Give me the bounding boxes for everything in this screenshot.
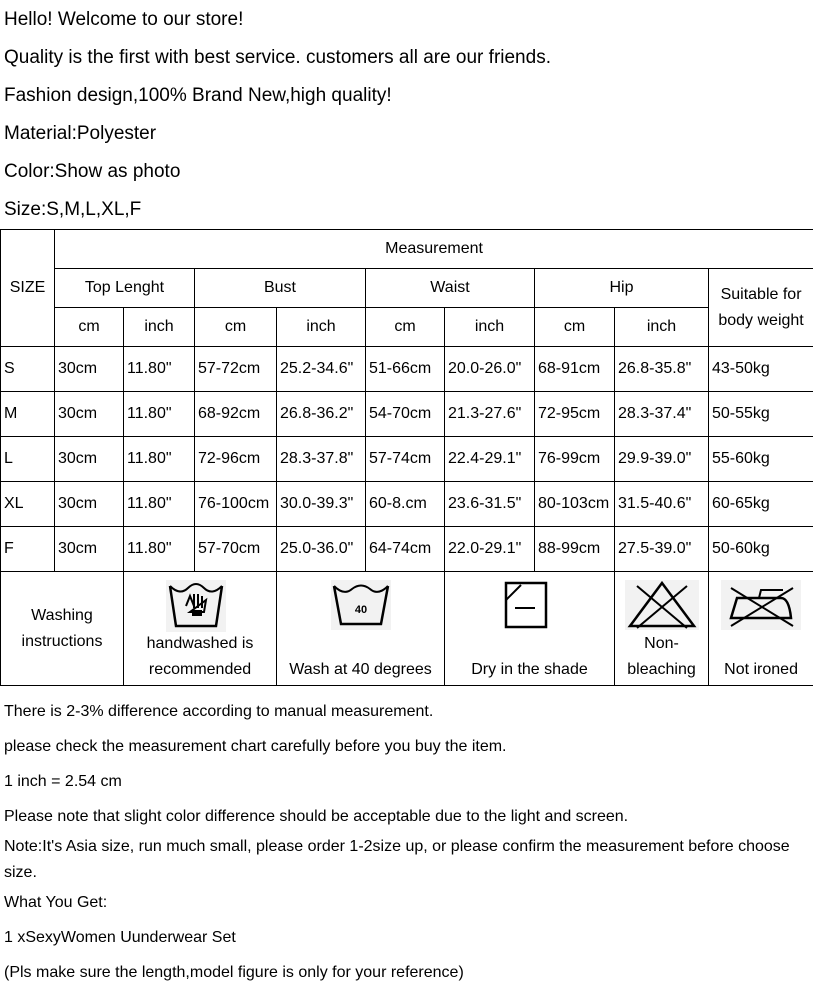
- note-measurement-difference: There is 2-3% difference according to manual measurement.: [4, 699, 804, 734]
- size-header: SIZE: [1, 230, 55, 347]
- table-cell: 31.5-40.6": [615, 482, 709, 527]
- unit-header: cm: [535, 308, 615, 347]
- wash-label-no-iron: Not ironed: [709, 657, 813, 683]
- intro-line-size: Size:S,M,L,XL,F: [4, 199, 141, 221]
- table-cell: 25.2-34.6": [277, 347, 366, 392]
- intro-line-welcome: Hello! Welcome to our store!: [4, 9, 243, 31]
- no-bleach-icon: [625, 580, 699, 630]
- table-cell: 72-95cm: [535, 392, 615, 437]
- group-header-hip: Hip: [535, 269, 709, 308]
- wash-label-40: Wash at 40 degrees: [277, 657, 444, 683]
- unit-header: inch: [277, 308, 366, 347]
- table-cell: 76-100cm: [195, 482, 277, 527]
- note-asia-size: Note:It's Asia size, run much small, please order 1-2size up, or please confirm the measurement before choose size.: [4, 834, 804, 890]
- no-iron-icon: [721, 580, 801, 630]
- unit-header: cm: [366, 308, 445, 347]
- table-cell: 60-8.cm: [366, 482, 445, 527]
- table-row: [1, 527, 813, 572]
- note-inch-conversion: 1 inch = 2.54 cm: [4, 769, 804, 804]
- wash-symbol-no-iron: [709, 572, 813, 686]
- group-header-top-length: Top Lenght: [55, 269, 195, 308]
- unit-header: inch: [615, 308, 709, 347]
- table-cell: 11.80": [124, 482, 195, 527]
- table-cell: 51-66cm: [366, 347, 445, 392]
- table-cell: 21.3-27.6": [445, 392, 535, 437]
- table-cell: 30.0-39.3": [277, 482, 366, 527]
- table-cell: 80-103cm: [535, 482, 615, 527]
- table-cell: 11.80": [124, 437, 195, 482]
- table-row: [1, 482, 813, 527]
- intro-line-quality: Quality is the first with best service. customers all are our friends.: [4, 47, 551, 69]
- table-cell: 29.9-39.0": [615, 437, 709, 482]
- table-cell: 64-74cm: [366, 527, 445, 572]
- table-cell: 30cm: [55, 527, 124, 572]
- note-check-chart: please check the measurement chart carefully before you buy the item.: [4, 734, 804, 769]
- notes-section: [4, 699, 804, 990]
- table-cell: 57-70cm: [195, 527, 277, 572]
- intro-line-material: Material:Polyester: [4, 123, 156, 145]
- unit-header: cm: [195, 308, 277, 347]
- table-cell: 27.5-39.0": [615, 527, 709, 572]
- unit-header: inch: [124, 308, 195, 347]
- table-cell: 11.80": [124, 527, 195, 572]
- body-weight-header: Suitable for body weight: [709, 269, 813, 347]
- table-cell: 28.3-37.8": [277, 437, 366, 482]
- dry-in-shade-icon: [503, 580, 549, 630]
- note-package-content: 1 xSexyWomen Uunderwear Set: [4, 925, 804, 960]
- table-cell: 11.80": [124, 347, 195, 392]
- wash-label-no-bleach: Non-bleaching: [615, 631, 708, 683]
- unit-header: inch: [445, 308, 535, 347]
- washing-instructions-label: Washing instructions: [1, 572, 124, 686]
- table-cell: 26.8-36.2": [277, 392, 366, 437]
- table-row: [1, 437, 813, 482]
- table-cell: 72-96cm: [195, 437, 277, 482]
- wash-symbol-shade: [445, 572, 615, 686]
- table-cell: 60-65kg: [709, 482, 813, 527]
- table-cell: 22.0-29.1": [445, 527, 535, 572]
- handwash-icon: [166, 580, 226, 632]
- size-cell: S: [1, 347, 55, 392]
- wash-label-shade: Dry in the shade: [445, 657, 614, 683]
- intro-line-color: Color:Show as photo: [4, 161, 180, 183]
- group-header-bust: Bust: [195, 269, 366, 308]
- table-cell: 23.6-31.5": [445, 482, 535, 527]
- note-color-difference: Please note that slight color difference should be acceptable due to the light and screen.: [4, 804, 804, 834]
- table-cell: 57-74cm: [366, 437, 445, 482]
- table-cell: 30cm: [55, 482, 124, 527]
- table-row: [1, 392, 813, 437]
- table-cell: 20.0-26.0": [445, 347, 535, 392]
- table-cell: 55-60kg: [709, 437, 813, 482]
- table-cell: 50-60kg: [709, 527, 813, 572]
- group-header-waist: Waist: [366, 269, 535, 308]
- wash-40-badge: 40: [354, 604, 366, 616]
- size-chart-table: [0, 229, 813, 686]
- unit-header: cm: [55, 308, 124, 347]
- wash-symbol-40: [277, 572, 445, 686]
- size-cell: L: [1, 437, 55, 482]
- table-cell: 68-92cm: [195, 392, 277, 437]
- size-cell: F: [1, 527, 55, 572]
- size-cell: M: [1, 392, 55, 437]
- wash-symbol-no-bleach: [615, 572, 709, 686]
- table-cell: 22.4-29.1": [445, 437, 535, 482]
- note-reference-disclaimer: (Pls make sure the length,model figure is only for your reference): [4, 960, 804, 990]
- note-what-you-get: What You Get:: [4, 890, 804, 925]
- measurement-header: Measurement: [55, 230, 813, 269]
- table-cell: 76-99cm: [535, 437, 615, 482]
- table-cell: 43-50kg: [709, 347, 813, 392]
- table-cell: 57-72cm: [195, 347, 277, 392]
- table-row: [1, 347, 813, 392]
- table-cell: 68-91cm: [535, 347, 615, 392]
- table-cell: 30cm: [55, 392, 124, 437]
- wash-symbol-handwash: [124, 572, 277, 686]
- intro-line-fashion: Fashion design,100% Brand New,high quality!: [4, 85, 392, 107]
- table-cell: 30cm: [55, 437, 124, 482]
- table-cell: 88-99cm: [535, 527, 615, 572]
- table-cell: 11.80": [124, 392, 195, 437]
- table-cell: 54-70cm: [366, 392, 445, 437]
- table-cell: 26.8-35.8": [615, 347, 709, 392]
- table-cell: 25.0-36.0": [277, 527, 366, 572]
- size-cell: XL: [1, 482, 55, 527]
- wash-label-handwash: handwashed is recommended: [124, 631, 276, 683]
- wash-40-icon: [331, 580, 391, 630]
- table-cell: 50-55kg: [709, 392, 813, 437]
- table-cell: 28.3-37.4": [615, 392, 709, 437]
- table-cell: 30cm: [55, 347, 124, 392]
